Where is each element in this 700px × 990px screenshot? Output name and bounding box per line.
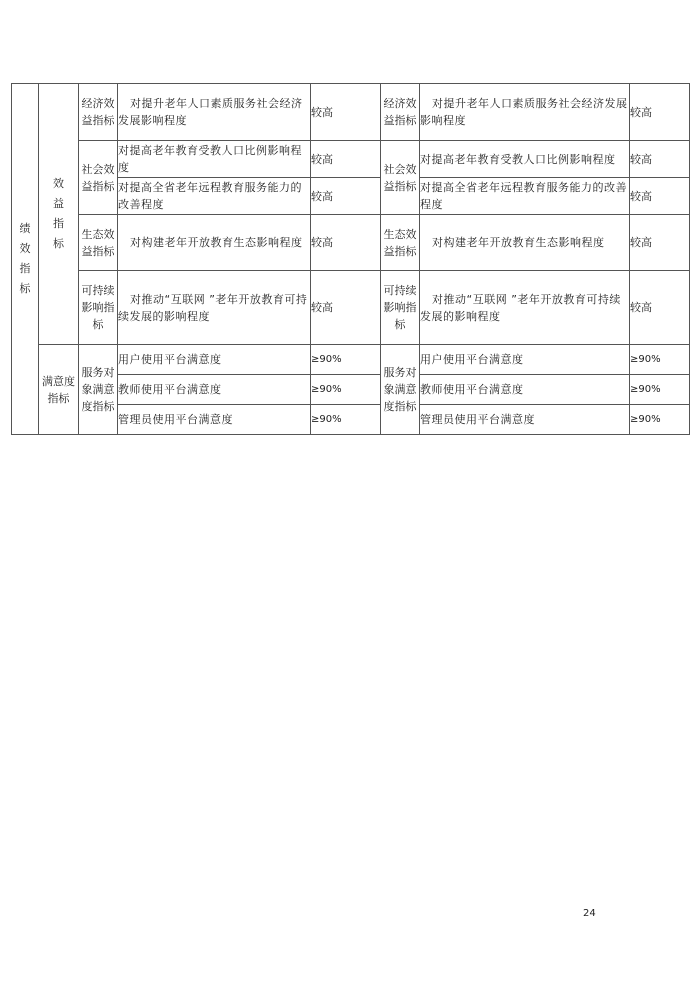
level3-sustainable-right: 可持续影响指标 (381, 271, 420, 345)
level3-sustainable-left: 可持续影响指标 (79, 271, 118, 345)
social-desc-left-2: 对提高全省老年远程教育服务能力的改善程度 (118, 178, 311, 215)
level3-ecological-right: 生态效益指标 (381, 215, 420, 271)
satisfaction-value-right-1: ≥90% (630, 345, 690, 375)
satisfaction-value-right-2: ≥90% (630, 375, 690, 405)
ecological-desc-right: 对构建老年开放教育生态影响程度 (420, 215, 630, 271)
sustainable-desc-right: 对推动“互联网 ”老年开放教育可持续发展的影响程度 (420, 271, 630, 345)
satisfaction-value-left-2: ≥90% (311, 375, 381, 405)
satisfaction-desc-right-2: 教师使用平台满意度 (420, 375, 630, 405)
level3-economic-left: 经济效益指标 (79, 84, 118, 141)
social-desc-left-1: 对提高老年教育受教人口比例影响程度 (118, 141, 311, 178)
level3-service-satisfaction-right: 服务对象满意度指标 (381, 345, 420, 435)
social-value-left-2: 较高 (311, 178, 381, 215)
social-desc-right-1: 对提高老年教育受教人口比例影响程度 (420, 141, 630, 178)
satisfaction-desc-right-3: 管理员使用平台满意度 (420, 405, 630, 435)
level3-social-left: 社会效益指标 (79, 141, 118, 215)
social-value-left-1: 较高 (311, 141, 381, 178)
satisfaction-value-right-3: ≥90% (630, 405, 690, 435)
page-number: 24 (583, 908, 596, 919)
satisfaction-value-left-3: ≥90% (311, 405, 381, 435)
ecological-desc-left: 对构建老年开放教育生态影响程度 (118, 215, 311, 271)
level1-performance-indicator: 绩效指标 (12, 84, 39, 435)
level3-social-right: 社会效益指标 (381, 141, 420, 215)
ecological-value-right: 较高 (630, 215, 690, 271)
performance-indicator-table (11, 83, 690, 435)
level3-ecological-left: 生态效益指标 (79, 215, 118, 271)
satisfaction-desc-right-1: 用户使用平台满意度 (420, 345, 630, 375)
level2-satisfaction-indicator: 满意度指标 (39, 345, 79, 435)
sustainable-value-right: 较高 (630, 271, 690, 345)
satisfaction-desc-left-2: 教师使用平台满意度 (118, 375, 311, 405)
level3-economic-right: 经济效益指标 (381, 84, 420, 141)
ecological-value-left: 较高 (311, 215, 381, 271)
sustainable-desc-left: 对推动“互联网 ”老年开放教育可持续发展的影响程度 (118, 271, 311, 345)
social-value-right-2: 较高 (630, 178, 690, 215)
satisfaction-desc-left-3: 管理员使用平台满意度 (118, 405, 311, 435)
level2-benefit-indicator: 效益指标 (39, 84, 79, 345)
level3-service-satisfaction-left: 服务对象满意度指标 (79, 345, 118, 435)
sustainable-value-left: 较高 (311, 271, 381, 345)
economic-value-left: 较高 (311, 84, 381, 141)
social-value-right-1: 较高 (630, 141, 690, 178)
economic-desc-left: 对提升老年人口素质服务社会经济发展影响程度 (118, 84, 311, 141)
economic-desc-right: 对提升老年人口素质服务社会经济发展影响程度 (420, 84, 630, 141)
social-desc-right-2: 对提高全省老年远程教育服务能力的改善程度 (420, 178, 630, 215)
satisfaction-value-left-1: ≥90% (311, 345, 381, 375)
economic-value-right: 较高 (630, 84, 690, 141)
satisfaction-desc-left-1: 用户使用平台满意度 (118, 345, 311, 375)
